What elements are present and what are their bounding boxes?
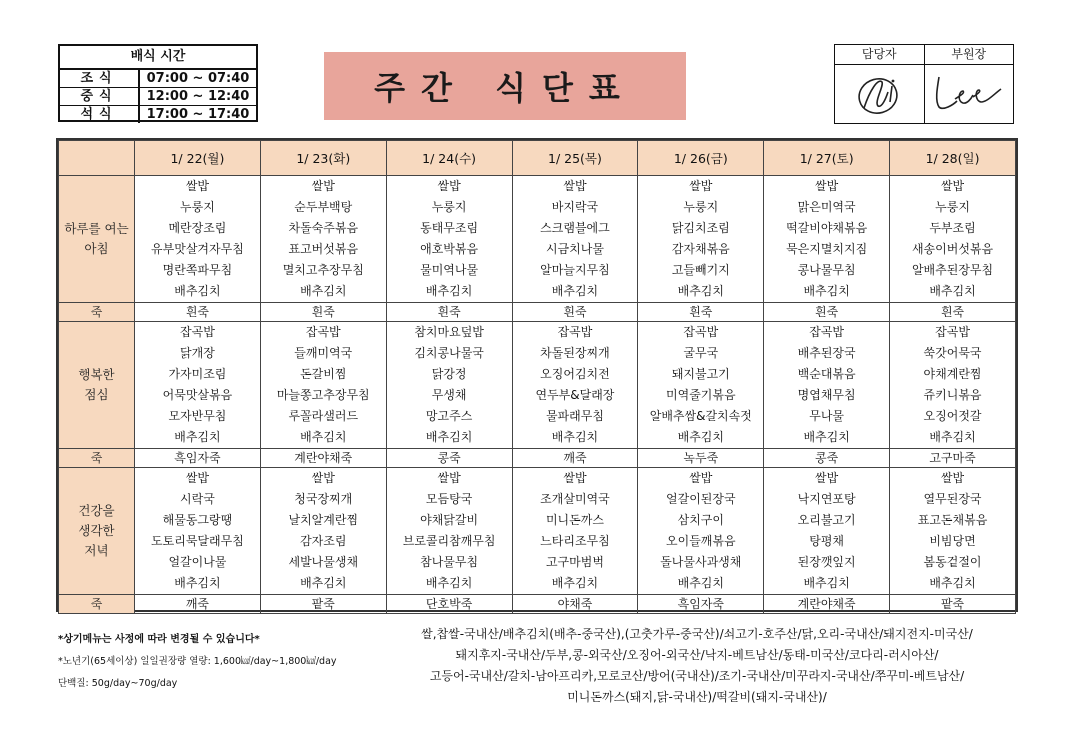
porridge-label: 죽 [59,449,135,468]
menu-item: 배추김치 [425,430,473,444]
menu-item: 명란쪽파무침 [162,263,233,277]
menu-item: 누룽지 [431,200,467,214]
approval-label-vice-director: 부원장 [925,45,1014,65]
dinner-cell [135,468,261,595]
menu-item: 어묵맛살볶음 [162,388,233,402]
menu-item: 루꼴라샐러드 [288,409,359,423]
calorie-guide-text: *노년기(65세이상) 일일권장량 열량: 1,600㎉/day~1,800㎉/day [58,656,337,667]
menu-item: 명엽채무침 [797,388,856,402]
weekly-menu-table [56,138,1018,612]
menu-item: 알배추된장무침 [911,263,994,277]
menu-item: 차돌된장찌개 [540,346,610,360]
day-header-row [59,141,1016,176]
lunch-porridge-row [59,449,1016,468]
menu-item: 닭강정 [431,367,467,381]
menu-item: 누룽지 [935,200,970,214]
dinner-porridge-row [59,595,1016,614]
manager-signature [835,65,924,123]
menu-item: 고구마범벅 [545,555,604,569]
menu-item: 야채닭갈비 [420,513,479,527]
lunch-cell [764,322,890,449]
footer-notes [58,630,337,697]
breakfast-cell [764,176,890,303]
breakfast-cell [638,176,764,303]
menu-item: 잡곡밥 [305,325,341,339]
menu-item: 세발나물생채 [288,555,359,569]
menu-item: 고들빼기지 [671,263,730,277]
porridge-cell: 팥죽 [890,595,1016,614]
porridge-cell: 흑임자죽 [638,595,764,614]
menu-item: 얼갈이된장국 [666,492,736,506]
menu-item: 배추김치 [174,430,221,444]
menu-item: 잡곡밥 [683,325,719,339]
menu-item: 알배추쌈&갈치속젓 [649,409,752,423]
menu-item: 잡곡밥 [935,325,970,339]
porridge-cell: 콩죽 [386,449,512,468]
menu-item: 브로콜리참깨무침 [402,534,496,548]
menu-item: 열무된장국 [923,492,982,506]
menu-item: 봄동겉절이 [923,555,982,569]
dinner-row [59,468,1016,595]
menu-item: 쌀밥 [689,471,713,485]
porridge-cell: 흰죽 [638,303,764,322]
menu-item: 애호박볶음 [420,242,479,256]
serving-time-title: 배식 시간 [60,46,256,70]
menu-item: 두부조림 [929,221,976,235]
menu-item: 망고주스 [425,409,473,423]
menu-item: 쌀밥 [689,179,713,193]
lunch-label [59,322,135,449]
menu-item: 알마늘지무침 [540,263,610,277]
porridge-cell: 흰죽 [764,303,890,322]
menu-item: 콩나물무침 [797,263,856,277]
dinner-label [59,468,135,595]
day-header: 1/ 27(토) [764,141,890,176]
menu-item: 돌나물사과생채 [660,555,742,569]
protein-guide-text: 단백질: 50g/day~70g/day [58,678,178,689]
origin-line: 고등어-국내산/갈치-남아프리카,모로코산/방어(국내산)/조기-국내산/미꾸라지-국내산/쭈꾸미-베트남산/ [429,669,965,683]
menu-item: 쌀밥 [940,179,965,193]
breakfast-cell [512,176,638,303]
menu-item: 배추김치 [551,576,599,590]
porridge-cell: 깨죽 [135,595,261,614]
menu-item: 순두부백탕 [294,200,353,214]
menu-item: 떡갈비야채볶음 [786,221,868,235]
menu-item: 차돌숙주볶음 [288,221,359,235]
menu-item: 배추된장국 [797,346,856,360]
dinner-cell [764,468,890,595]
porridge-cell: 흰죽 [135,303,261,322]
menu-item: 동태무조림 [420,221,479,235]
porridge-cell: 단호박죽 [386,595,512,614]
menu-item: 된장깻잎지 [797,555,856,569]
day-header: 1/ 24(수) [386,141,512,176]
menu-item: 미역줄기볶음 [666,388,736,402]
menu-item: 배추김치 [300,430,347,444]
serving-meal-label: 중식 [60,88,140,105]
approval-label-manager: 담당자 [835,45,924,65]
menu-item: 시락국 [180,492,215,506]
menu-item: 마늘쫑고추장무침 [276,388,370,402]
porridge-cell: 고구마죽 [890,449,1016,468]
serving-meal-label: 석식 [60,106,140,123]
day-header: 1/ 26(금) [638,141,764,176]
porridge-cell: 계란야채죽 [764,595,890,614]
lunch-cell [260,322,386,449]
breakfast-label [59,176,135,303]
dinner-cell [512,468,638,595]
porridge-cell: 흰죽 [890,303,1016,322]
menu-item: 배추김치 [677,284,724,298]
menu-item: 쌀밥 [815,179,839,193]
breakfast-cell [890,176,1016,303]
menu-item: 메란장조림 [168,221,227,235]
menu-item: 느타리조무침 [540,534,610,548]
menu-item: 멸치고추장무침 [282,263,364,277]
breakfast-porridge-row [59,303,1016,322]
lunch-cell [386,322,512,449]
lunch-cell [135,322,261,449]
breakfast-cell [260,176,386,303]
menu-item: 쌀밥 [563,471,587,485]
breakfast-row [59,176,1016,303]
approval-box [834,44,1014,124]
menu-grid [58,140,1016,614]
menu-item: 참치마요덮밥 [414,325,484,339]
menu-item: 얼갈이나물 [168,555,227,569]
menu-item: 감자조림 [300,534,347,548]
menu-item: 돈갈비찜 [300,367,347,381]
menu-item: 오징어젓갈 [923,409,982,423]
porridge-cell: 깨죽 [512,449,638,468]
menu-item: 배추김치 [929,430,976,444]
menu-item: 닭개장 [180,346,215,360]
menu-item: 배추김치 [677,576,724,590]
menu-item: 돼지불고기 [671,367,730,381]
menu-item: 쑥갓어묵국 [923,346,982,360]
menu-item: 배추김치 [803,576,850,590]
serving-time-box [58,44,258,122]
menu-item: 날치알계란찜 [288,513,359,527]
origin-line: 돼지후지-국내산/두부,콩-외국산/오징어-외국산/낙지-베트남산/동태-미국산/코다리-러시아산/ [455,648,939,662]
porridge-cell: 흰죽 [386,303,512,322]
menu-item: 무생채 [431,388,467,402]
menu-item: 야채계란찜 [923,367,982,381]
menu-item: 배추김치 [929,284,976,298]
menu-item: 닭김치조림 [671,221,730,235]
menu-item: 도토리묵달래무침 [151,534,244,548]
origin-line: 미니돈까스(돼지,닭-국내산)/떡갈비(돼지-국내산)/ [567,690,827,704]
menu-item: 백순대볶음 [797,367,856,381]
menu-item: 표고돈채볶음 [917,513,988,527]
menu-item: 배추김치 [300,284,347,298]
menu-item: 해물동그랑땡 [162,513,233,527]
menu-item: 쌀밥 [940,471,965,485]
lunch-cell [890,322,1016,449]
menu-item: 청국장찌개 [294,492,353,506]
menu-item: 참나물무침 [420,555,479,569]
corner-cell [59,141,135,176]
menu-item: 김치콩나물국 [414,346,484,360]
notice-text: *상기메뉴는 사정에 따라 변경될 수 있습니다* [58,634,260,645]
menu-item: 쌀밥 [185,471,210,485]
day-header: 1/ 22(월) [135,141,261,176]
vice-director-signature-drawing [931,71,1007,117]
menu-item: 쌀밥 [311,471,335,485]
menu-item: 무나물 [809,409,845,423]
menu-item: 모자반무침 [168,409,227,423]
menu-item: 누룽지 [180,200,215,214]
lunch-cell [512,322,638,449]
menu-item: 쌀밥 [437,179,461,193]
vice-director-signature [925,65,1014,123]
menu-item: 배추김치 [300,576,347,590]
menu-item: 스크램블에그 [540,221,610,235]
serving-time-row [60,106,256,123]
day-header: 1/ 23(화) [260,141,386,176]
lunch-cell [638,322,764,449]
origin-line: 쌀,찹쌀-국내산/배추김치(배추-중국산),(고춧가루-중국산)/쇠고기-호주산/닭,오리-국내산/돼지전지-미국산/ [421,627,973,641]
day-header: 1/ 28(일) [890,141,1016,176]
menu-item: 감자채볶음 [671,242,730,256]
menu-item: 표고버섯볶음 [288,242,359,256]
menu-item: 물파래무침 [545,409,604,423]
breakfast-label-text: 하루를 여는 아침 [64,221,129,256]
dinner-cell [638,468,764,595]
porridge-cell: 계란야채죽 [260,449,386,468]
menu-item: 쥬키니볶음 [923,388,982,402]
dinner-cell [260,468,386,595]
porridge-cell: 녹두죽 [638,449,764,468]
porridge-cell: 흰죽 [260,303,386,322]
menu-item: 배추김치 [929,576,976,590]
dinner-cell [386,468,512,595]
menu-item: 시금치나물 [545,242,604,256]
porridge-cell: 흑임자죽 [135,449,261,468]
menu-item: 바지락국 [551,200,599,214]
dinner-label-text: 건강을 생각한 저녁 [78,503,115,558]
menu-item: 비빔당면 [929,534,976,548]
serving-meal-time: 07:00 ~ 07:40 [146,71,250,86]
day-header: 1/ 25(목) [512,141,638,176]
menu-item: 삼치구이 [677,513,724,527]
menu-item: 조개살미역국 [540,492,610,506]
menu-item: 굴무국 [683,346,719,360]
menu-item: 가자미조림 [168,367,227,381]
menu-item: 잡곡밥 [557,325,593,339]
serving-time-row [60,88,256,106]
menu-item: 묵은지멸치지짐 [786,242,868,256]
menu-item: 오리불고기 [797,513,856,527]
menu-item: 낙지연포탕 [797,492,856,506]
porridge-cell: 야채죽 [512,595,638,614]
breakfast-cell [386,176,512,303]
menu-item: 쌀밥 [185,179,210,193]
menu-item: 미니돈까스 [545,513,604,527]
menu-item: 배추김치 [425,284,473,298]
serving-meal-time: 17:00 ~ 17:40 [146,107,250,122]
menu-item: 배추김치 [677,430,724,444]
approval-col-vice-director [924,45,1014,123]
serving-meal-label: 조식 [60,70,140,87]
lunch-row [59,322,1016,449]
menu-item: 물미역나물 [420,263,479,277]
menu-item: 배추김치 [551,284,599,298]
menu-item: 배추김치 [174,576,221,590]
menu-item: 잡곡밥 [180,325,215,339]
porridge-label: 죽 [59,595,135,614]
menu-item: 새송이버섯볶음 [911,242,994,256]
serving-meal-time: 12:00 ~ 12:40 [146,89,250,104]
serving-time-row [60,70,256,88]
manager-signature-drawing [848,68,910,120]
menu-item: 오징어김치전 [540,367,610,381]
menu-item: 누룽지 [683,200,719,214]
menu-item: 오이들깨볶음 [666,534,736,548]
menu-item: 배추김치 [174,284,221,298]
porridge-label: 죽 [59,303,135,322]
lunch-label-text: 행복한 점심 [78,367,115,402]
menu-item: 배추김치 [551,430,599,444]
menu-item: 배추김치 [425,576,473,590]
approval-col-manager [835,45,924,123]
menu-item: 맑은미역국 [797,200,856,214]
origin-info [372,624,1022,708]
menu-item: 연두부&달래장 [535,388,615,402]
menu-item: 들깨미역국 [294,346,353,360]
porridge-cell: 콩죽 [764,449,890,468]
menu-item: 쌀밥 [437,471,461,485]
menu-item: 잡곡밥 [809,325,845,339]
menu-item: 배추김치 [803,284,850,298]
breakfast-cell [135,176,261,303]
menu-item: 모듬탕국 [425,492,473,506]
page-title: 주간 식단표 [324,52,686,120]
menu-item: 탕평채 [809,534,845,548]
menu-item: 배추김치 [803,430,850,444]
menu-item: 유부맛살겨자무침 [151,242,244,256]
dinner-cell [890,468,1016,595]
menu-item: 쌀밥 [311,179,335,193]
menu-item: 쌀밥 [815,471,839,485]
porridge-cell: 흰죽 [512,303,638,322]
menu-item: 쌀밥 [563,179,587,193]
porridge-cell: 팥죽 [260,595,386,614]
